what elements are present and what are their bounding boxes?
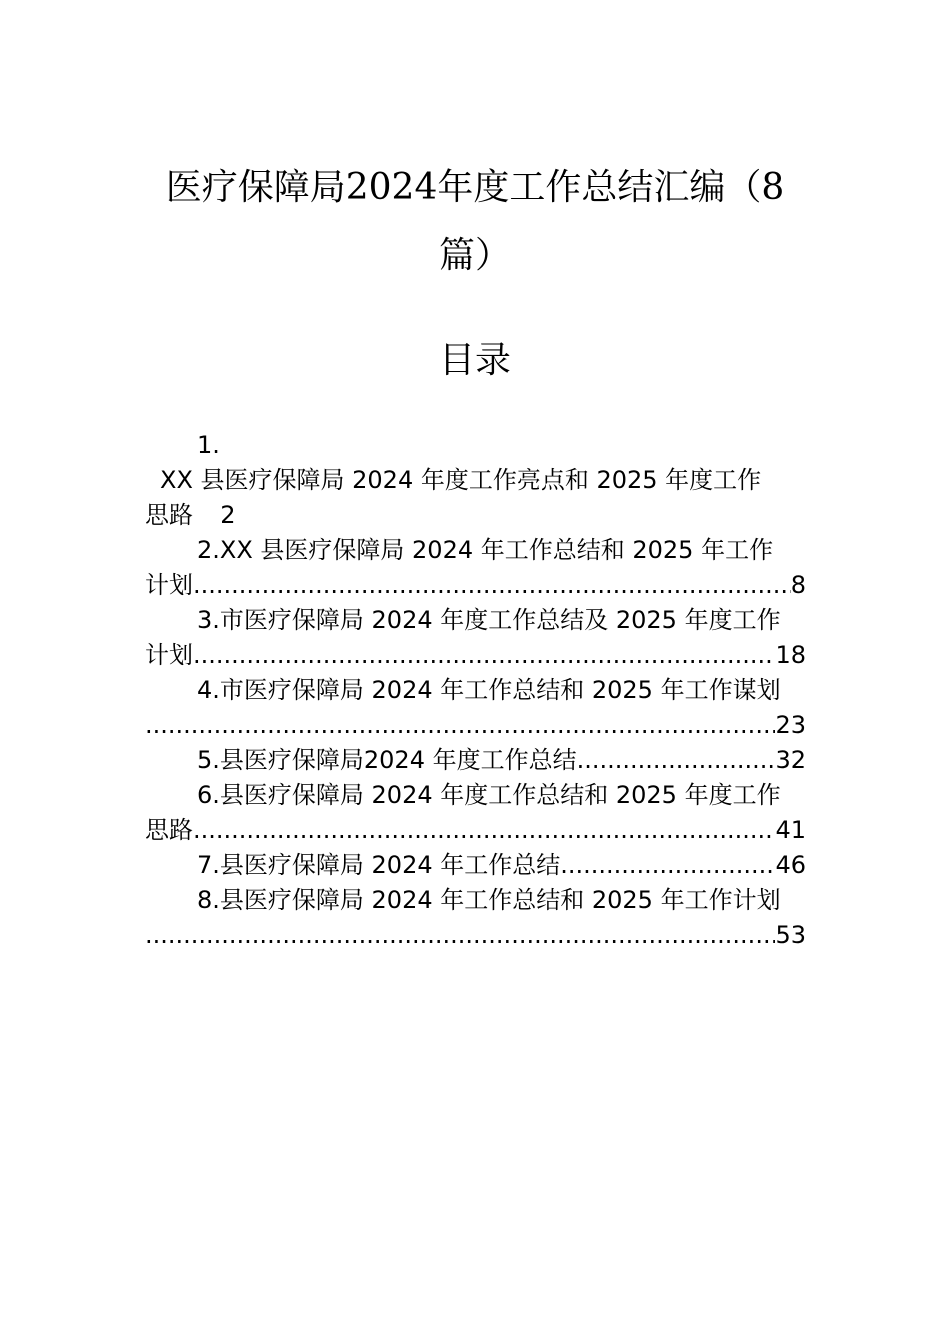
dot-leader	[577, 743, 776, 778]
toc-entry-6-leader[interactable]	[145, 813, 806, 848]
toc-entry-1-number[interactable]: 1.	[197, 431, 220, 459]
toc-entry-5-page: 32	[775, 746, 806, 774]
toc-entry-2-leader[interactable]	[145, 568, 806, 603]
toc-entry-8-page: 53	[775, 921, 806, 949]
toc-entry-5[interactable]	[145, 743, 806, 778]
dot-leader	[193, 568, 791, 603]
dot-leader	[560, 848, 775, 883]
toc-entry-7[interactable]	[145, 848, 806, 883]
document-title-line-1	[0, 164, 950, 212]
toc-entry-8-title[interactable]: 8.县医疗保障局 2024 年工作总结和 2025 年工作计划	[197, 886, 781, 914]
toc-entry-4-title[interactable]: 4.市医疗保障局 2024 年工作总结和 2025 年工作谋划	[197, 676, 781, 704]
toc-entry-3-leader[interactable]	[145, 638, 806, 673]
toc-entry-5-title: 5.县医疗保障局2024 年度工作总结	[197, 746, 577, 774]
toc-entry-3-page: 18	[775, 641, 806, 669]
title-text-pre: 医疗保障局	[165, 167, 346, 208]
document-title-line-2	[0, 232, 950, 280]
dot-leader	[193, 638, 775, 673]
toc-entry-6-page: 41	[775, 816, 806, 844]
toc-entry-6-title[interactable]: 6.县医疗保障局 2024 年度工作总结和 2025 年度工作	[197, 781, 781, 809]
title-year: 2024	[345, 167, 438, 208]
toc-entry-4-leader[interactable]	[145, 708, 806, 743]
title-count: 8	[761, 167, 785, 208]
toc-entry-2-title[interactable]: 2.XX 县医疗保障局 2024 年工作总结和 2025 年工作	[197, 536, 774, 564]
toc-entry-3-title[interactable]: 3.市医疗保障局 2024 年度工作总结及 2025 年度工作	[197, 606, 781, 634]
toc-entry-7-page: 46	[775, 851, 806, 879]
dot-leader	[145, 918, 775, 953]
table-of-contents	[145, 428, 806, 953]
toc-entry-3-title-end: 计划	[145, 641, 193, 669]
title-text-post: 年度工作总结汇编（	[437, 167, 762, 208]
toc-entry-1-page: 2	[220, 501, 236, 529]
title-text-line2: 篇）	[438, 235, 511, 276]
toc-heading: 目录	[438, 340, 511, 381]
toc-entry-4-page: 23	[775, 711, 806, 739]
toc-entry-8-leader[interactable]	[145, 918, 806, 953]
toc-entry-7-title: 7.县医疗保障局 2024 年工作总结	[197, 851, 561, 879]
dot-leader	[145, 708, 775, 743]
dot-leader	[193, 813, 775, 848]
toc-entry-2-page: 8	[790, 571, 806, 599]
toc-entry-2-title-end: 计划	[145, 571, 193, 599]
toc-entry-1-title-end: 思路	[145, 501, 193, 529]
toc-entry-1-title[interactable]: XX 县医疗保障局 2024 年度工作亮点和 2025 年度工作	[160, 466, 762, 494]
toc-entry-6-title-end: 思路	[145, 816, 193, 844]
toc-entry-1-continuation[interactable]	[145, 498, 806, 533]
